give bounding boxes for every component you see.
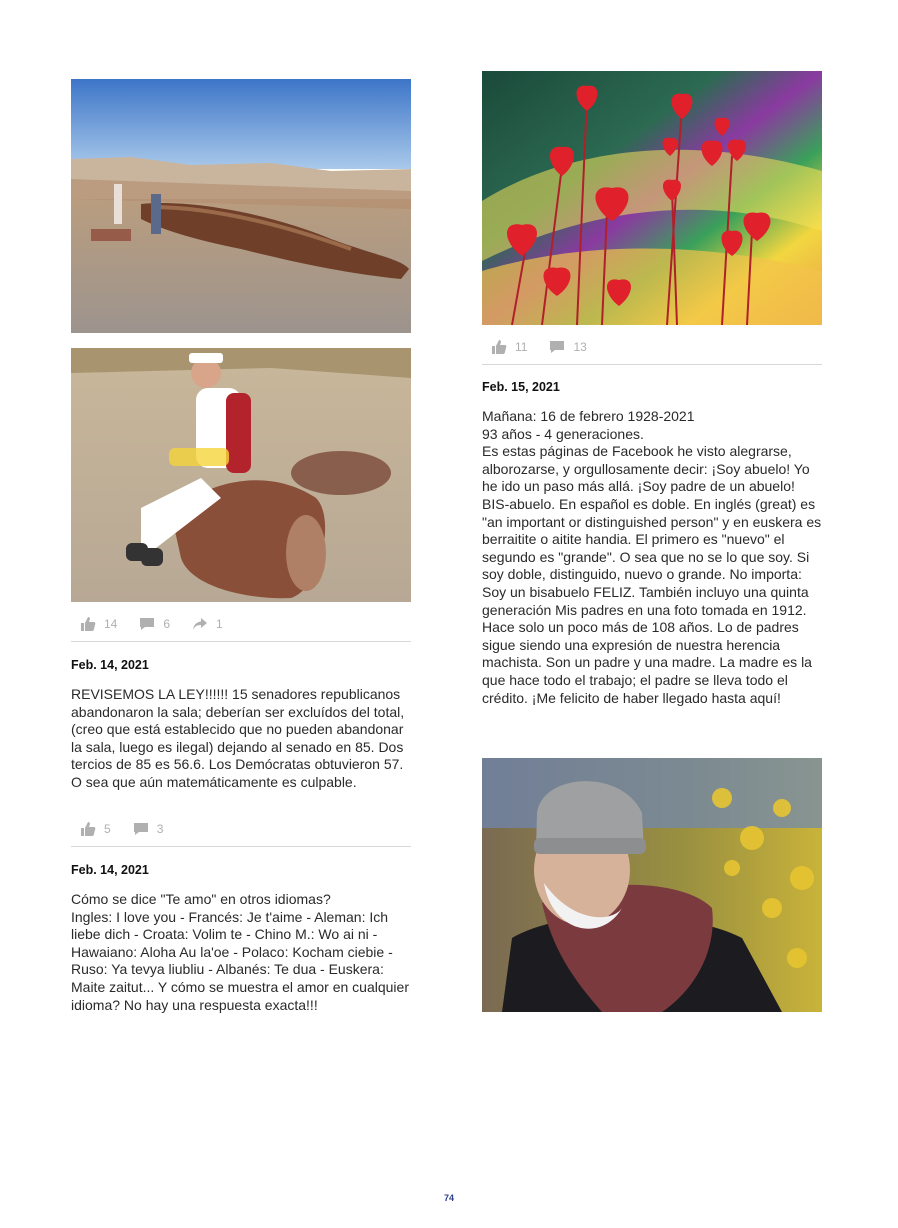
reaction-stats-left-1 [80,614,245,634]
post-text: REVISEMOS LA LEY!!!!!! 15 senadores republicanos abandonaron la sala; deberían ser excluídos del total, (creo que está establecido que no pueden abandonar la sala, luego es ilegal) dejando al senado en 85. Dos tercios de 85 es 56.6. Los Demócratas obtuvieron 57. O sea que aún matemáticamente es culpable. [71,686,405,790]
divider [482,364,822,365]
thumbs-up-icon [491,340,507,354]
post-date: Feb. 15, 2021 [482,380,560,394]
comments-count: 13 [573,340,587,354]
divider [71,641,411,642]
comments-count: 3 [156,822,164,836]
likes-count: 5 [104,822,111,836]
shares-count: 1 [216,617,223,631]
elderly-man-photo [482,758,822,1012]
thumbs-up-icon [80,617,96,631]
likes-stat[interactable] [80,617,117,631]
page-number: 74 [443,1193,454,1203]
post-date: Feb. 14, 2021 [71,863,149,877]
likes-stat[interactable] [80,822,111,836]
desert-log-photo [71,79,411,333]
comments-stat[interactable] [549,340,586,354]
woman-on-log-photo [71,348,411,602]
comments-stat[interactable] [139,617,170,631]
comments-count: 6 [163,617,171,631]
thumbs-up-icon [80,822,96,836]
comment-icon [549,340,565,354]
share-icon [192,617,208,631]
comments-stat[interactable] [133,822,164,836]
comment-icon [139,617,155,631]
shares-stat[interactable] [192,617,223,631]
post-date: Feb. 14, 2021 [71,658,149,672]
reaction-stats-right-1 [491,337,609,357]
likes-stat[interactable] [491,340,527,354]
hearts-art-photo [482,71,822,325]
likes-count: 14 [104,617,118,631]
likes-count: 11 [515,340,528,354]
divider [71,846,411,847]
reaction-stats-left-2 [80,819,185,839]
post-text: Mañana: 16 de febrero 1928-2021 93 años - 4 generaciones. Es estas páginas de Facebook he visto alegrarse, alborozarse, y orgullosamente decir: ¡Soy abuelo! Yo he ido un paso más allá. ¡Soy padre de un abuelo! BIS-abuelo. En español es doble. En inglés (great) es "an important or distinguished person" y en euskera es berraitite o aitite handia. El primero es "nuevo" el segundo es "grande". O sea que no se lo que soy. Si soy doble, distinguido, nuevo o grande. No importa: Soy un bisabuelo FELIZ. También incluyo una quinta generación Mis padres en una foto tomada en 1912. Hace solo un poco más de 108 años. Lo de padres sigue siendo una expresión de nuestra herencia machista. Son un padre y una madre. La madre es la que hace todo el trabajo; el padre se lleva todo el crédito. ¡Me felicito de haber llegado hasta aquí! [482,408,822,706]
post-text: Cómo se dice "Te amo" en otros idiomas? Ingles: I love you - Francés: Je t'aime - Aleman: Ich liebe dich - Croata: Volim te - Chino M.: Wo ai ni - Hawaiano: Aloha Au la'oe - Polaco: Kocham ciebie - Ruso: Ya tevya liubliu - Albanés: Te dua - Euskera: Maite zaitut... Y cómo se muestra el amor en cualquier idioma? No hay una respuesta exacta!!! [71,891,409,1013]
comment-icon [133,822,149,836]
